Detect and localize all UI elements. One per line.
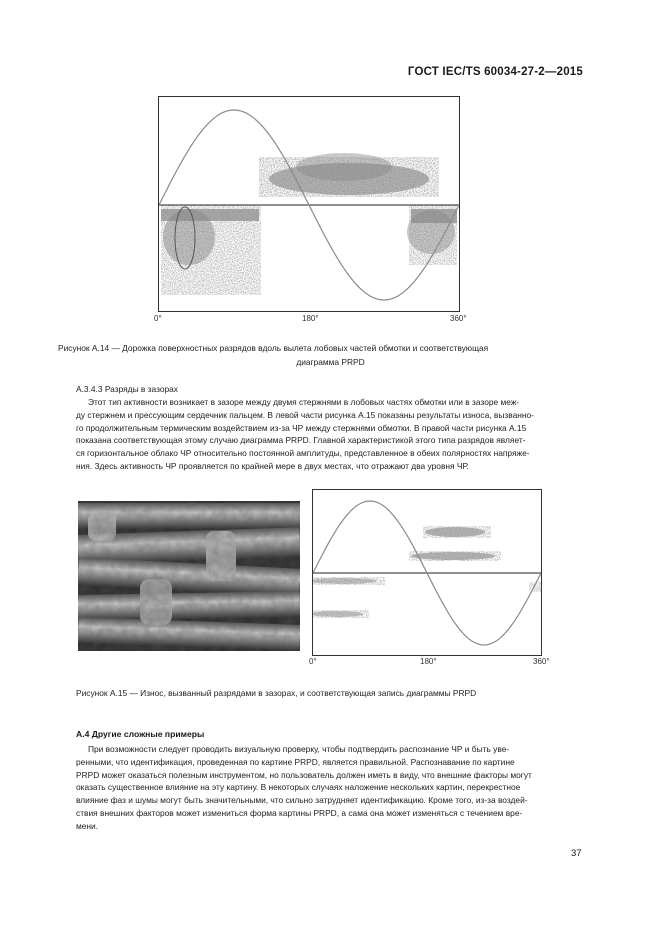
fig15-tick-0: 0° xyxy=(309,657,317,666)
pd-level-upper-negative xyxy=(313,577,385,585)
fig15-tick-180: 180° xyxy=(420,657,437,666)
a343-line: ся горизонтальное облако ЧР относительно постоянной амплитуды, представленное в обеих полярностях напряже- xyxy=(76,448,530,459)
section-a343-body xyxy=(76,396,582,473)
fig14-tick-0: 0° xyxy=(154,314,162,323)
fig15-tick-360: 360° xyxy=(533,657,550,666)
pd-level-lower-negative xyxy=(313,610,369,618)
a4-line: ренными, что идентификация, проведенная по картине PRPD, является правильной. Распознавание по картине xyxy=(76,756,515,767)
page-number: 37 xyxy=(571,848,582,859)
pd-cloud-positive xyxy=(259,153,439,197)
figure-15-wear-photo xyxy=(78,501,300,651)
section-a4-body xyxy=(76,743,582,833)
figure-14-prpd-plot xyxy=(158,96,460,312)
a343-line: го продолжительным термическим воздействием из-за ЧР между стержнями обмотки. В правой части рисунка А.15 xyxy=(76,422,527,433)
pd-level-upper-positive xyxy=(423,526,491,538)
pd-level-lower-positive xyxy=(409,551,501,561)
a4-line: PRPD может оказаться полезным инструментом, но пользователь должен иметь в виду, что внешние факторы могут xyxy=(76,769,532,780)
figure-15-svg xyxy=(313,490,541,655)
a4-line: При возможности следует проводить визуальную проверку, чтобы подтвердить распознание ЧР и быть уве- xyxy=(88,744,510,754)
figure-14-caption-line1: Рисунок А.14 — Дорожка поверхностных разрядов вдоль вылета лобовых частей обмотки и соответствующая xyxy=(58,343,489,353)
pd-right-edge-cloud xyxy=(529,582,541,592)
fig14-tick-180: 180° xyxy=(302,314,319,323)
figure-15-prpd-plot xyxy=(312,489,542,656)
a4-line: ствия внешних факторов может измениться форма картины PRPD, а сама она может изменяться с течением вре- xyxy=(76,807,523,818)
a4-line: оказать существенное влияние на эту картину. В некоторых случаях наложение нескольких картин, перекрестное xyxy=(76,782,521,793)
fig14-tick-360: 360° xyxy=(450,314,467,323)
a343-line: ния. Здесь активность ЧР проявляется по крайней мере в двух местах, что отражают два уровня ЧР. xyxy=(76,460,469,471)
a4-line: мени. xyxy=(76,820,99,831)
figure-15-caption: Рисунок А.15 — Износ, вызванный разрядами в зазорах, и соответствующая запись диаграммы PRPD xyxy=(76,688,477,698)
a343-line: показана соответствующая этому случаю диаграмма PRPD. Главной характеристикой этого типа разрядов являет- xyxy=(76,435,526,446)
a343-line: ду стержнем и прессующим сердечник пальцем. В левой части рисунка А.15 показаны результаты износа, вызванно- xyxy=(76,409,534,420)
wear-photo-svg xyxy=(78,501,300,651)
section-a343-heading: А.3.4.3 Разряды в зазорах xyxy=(76,384,178,394)
a4-line: влияние фаз и шумы могут быть значительными, что сильно затрудняет идентификацию. Кроме того, из-за воздей- xyxy=(76,795,528,806)
section-a4-heading: А.4 Другие сложные примеры xyxy=(76,729,205,739)
a343-line: Этот тип активности возникает в зазоре между двумя стержнями в лобовых частях обмотки или в зазоре меж- xyxy=(88,397,520,407)
figure-14-caption-line2: диаграмма PRPD xyxy=(296,357,365,367)
figure-14-svg xyxy=(159,97,459,311)
document-header: ГОСТ IEC/TS 60034-27-2—2015 xyxy=(407,66,583,78)
